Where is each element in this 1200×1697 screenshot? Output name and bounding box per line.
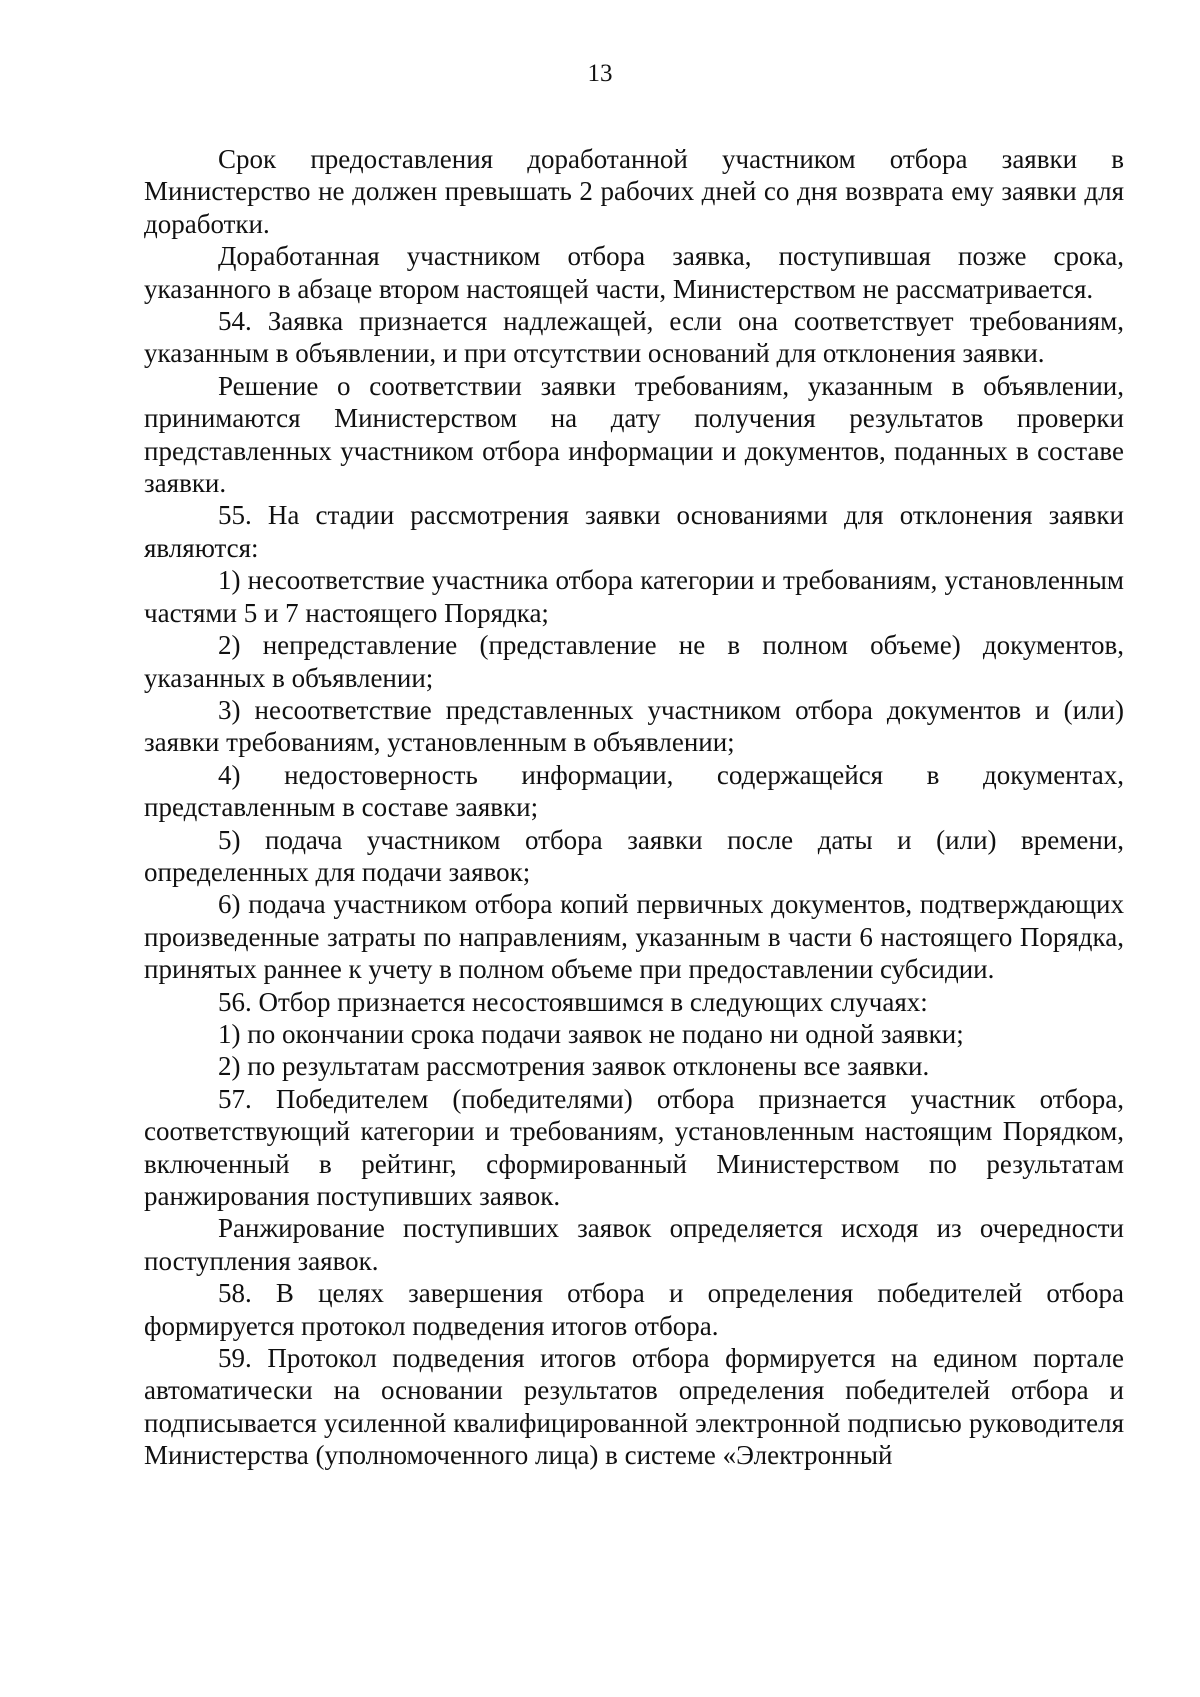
paragraph-57-ranking: Ранжирование поступивших заявок определяется исходя из очередности поступления заявок. — [144, 1213, 1124, 1276]
paragraph-56-item-2: 2) по результатам рассмотрения заявок отклонены все заявки. — [218, 1051, 930, 1082]
paragraph-55-item-6: 6) подача участником отбора копий первичных документов, подтверждающих произведенные затраты по направлениям, указанным в части 6 настоящего Порядка, принятых раннее к учету в полном объеме при предоставлении субсидии. — [144, 889, 1124, 985]
paragraph-55: 55. На стадии рассмотрения заявки основаниями для отклонения заявки являются: — [144, 500, 1124, 563]
paragraph-55-item-4: 4) недостоверность информации, содержащейся в документах, представленным в составе заявки; — [144, 759, 1124, 823]
paragraph-late-application: Доработанная участником отбора заявка, поступившая позже срока, указанного в абзаце втором настоящей части, Министерством не рассматривается. — [144, 241, 1124, 304]
paragraph-55-item-5: 5) подача участником отбора заявки после даты и (или) времени, определенных для подачи заявок; — [144, 824, 1124, 887]
paragraph-57: 57. Победителем (победителями) отбора признается участник отбора, соответствующий категории и требованиям, установленным настоящим Порядком, включенный в рейтинг, сформированный Министерством по результатам ранжирования поступивших заявок. — [144, 1083, 1124, 1211]
paragraph-deadline-resubmission: Срок предоставления доработанной участником отбора заявки в Министерство не должен превышать 2 рабочих дней со дня возврата ему заявки для доработки. — [144, 144, 1124, 239]
paragraph-58: 58. В целях завершения отбора и определения победителей отбора формируется протокол подведения итогов отбора. — [144, 1278, 1124, 1341]
paragraph-55-item-3: 3) несоответствие представленных участником отбора документов и (или) заявки требованиям, установленным в объявлении; — [144, 694, 1124, 758]
paragraph-56: 56. Отбор признается несостоявшимся в следующих случаях: — [218, 986, 928, 1017]
document-body — [144, 143, 1124, 1472]
paragraph-55-item-1: 1) несоответствие участника отбора категории и требованиям, установленным частями 5 и 7 настоящего Порядка; — [144, 565, 1124, 628]
paragraph-59: 59. Протокол подведения итогов отбора формируется на едином портале автоматически на основании результатов определения победителей отбора и подписывается усиленной квалифицированной электронной подписью руководителя Министерства (уполномоченного лица) в системе «Электронный — [144, 1343, 1124, 1471]
paragraph-54: 54. Заявка признается надлежащей, если она соответствует требованиям, указанным в объявлении, и при отсутствии оснований для отклонения заявки. — [144, 306, 1124, 369]
page-number: 13 — [587, 60, 613, 87]
paragraph-54-decision: Решение о соответствии заявки требованиям, указанным в объявлении, принимаются Министерством на дату получения результатов проверки представленных участником отбора информации и документов, поданных в составе заявки. — [144, 370, 1124, 499]
paragraph-56-item-1: 1) по окончании срока подачи заявок не подано ни одной заявки; — [218, 1018, 964, 1049]
paragraph-55-item-2: 2) непредставление (представление не в полном объеме) документов, указанных в объявлении; — [144, 630, 1124, 693]
